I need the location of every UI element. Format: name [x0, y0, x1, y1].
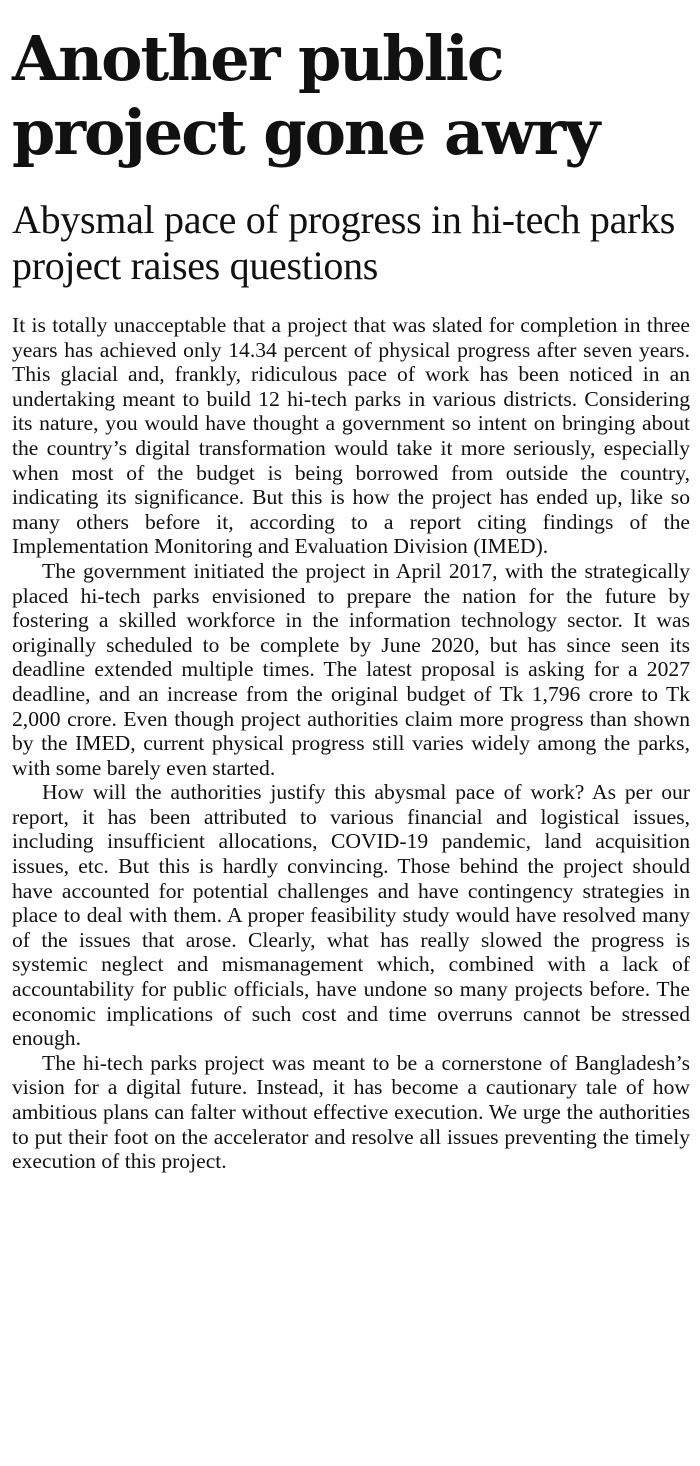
paragraph-4: The hi-tech parks project was meant to be a cornerstone of Bangladesh’s vision for a digital future. Instead, it has become a cautionary tale of how ambitious plans can falter without effective execution. We urge the authorities to put their foot on the accelerator and resolve all issues preventing the timely execution of this project. — [12, 1050, 690, 1174]
paragraph-1: It is totally unacceptable that a project that was slated for completion in three years has achieved only 14.34 percent of physical progress after seven years. This glacial and, frankly, ridiculous pace of work has been noticed in an undertaking meant to build 12 hi-tech parks in various districts. Considering its nature, you would have thought a government so intent on bringing about the country’s digital transformation would take it more seriously, especially when most of the budget is being borrowed from outside the country, indicating its significance. But this is how the project has ended up, like so many others before it, according to a report citing findings of the Implementation Monitoring and Evaluation Division (IMED). — [12, 313, 690, 559]
headline: Another public project gone awry — [12, 22, 599, 169]
article-body — [12, 313, 690, 1174]
subheadline: Abysmal pace of progress in hi-tech parks project raises questions — [12, 197, 676, 288]
paragraph-3: How will the authorities justify this abysmal pace of work? As per our report, it has been attributed to various financial and logistical issues, including insufficient allocations, COVID-19 pandemic, land acquisition issues, etc. But this is hardly convincing. Those behind the project should have accounted for potential challenges and have contingency strategies in place to deal with them. A proper feasibility study would have resolved many of the issues that arose. Clearly, what has really slowed the progress is systemic neglect and mismanagement which, combined with a lack of accountability for public officials, have undone so many projects before. The economic implications of such cost and time overruns cannot be stressed enough. — [12, 780, 690, 1051]
paragraph-2: The government initiated the project in April 2017, with the strategically placed hi-tech parks envisioned to prepare the nation for the future by fostering a skilled workforce in the information technology sector. It was originally scheduled to be complete by June 2020, but has since seen its deadline extended multiple times. The latest proposal is asking for a 2027 deadline, and an increase from the original budget of Tk 1,796 crore to Tk 2,000 crore. Even though project authorities claim more progress than shown by the IMED, current physical progress still varies widely among the parks, with some barely even started. — [12, 558, 690, 780]
